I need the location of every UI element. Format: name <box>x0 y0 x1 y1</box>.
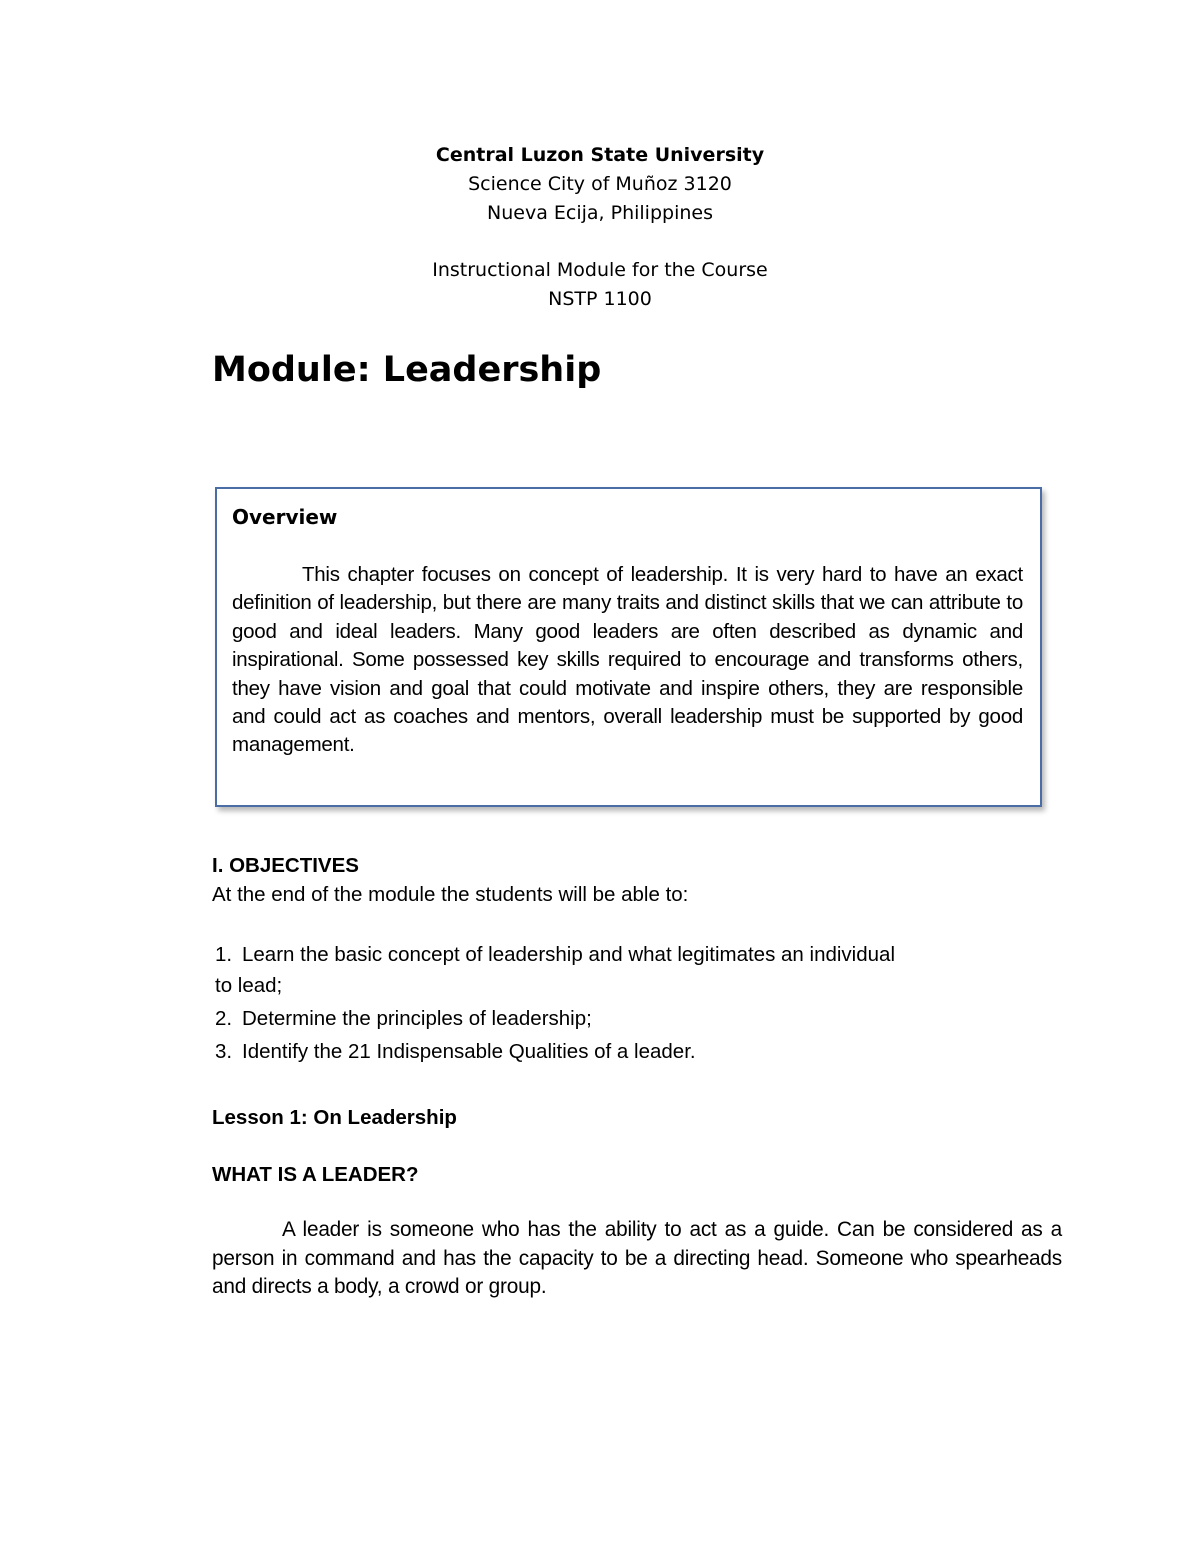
overview-box <box>215 487 1042 807</box>
objectives-list <box>215 939 1035 1069</box>
university-name: Central Luzon State University <box>435 144 765 166</box>
objective-number: 3. <box>215 1040 233 1063</box>
objectives-intro: At the end of the module the students will be able to: <box>212 883 689 906</box>
objective-text: Determine the principles of leadership; <box>242 1007 592 1030</box>
objective-item <box>215 939 1035 1001</box>
university-province: Nueva Ecija, Philippines <box>487 202 713 224</box>
objective-continuation: to lead; <box>215 974 283 997</box>
objective-number: 1. <box>215 943 233 966</box>
overview-heading: Overview <box>232 505 338 529</box>
overview-text: This chapter focuses on concept of leadership. It is very hard to have an exact definition of leadership, but there are many traits and distinct skills that we can attribute to good and ideal leaders. Many good leaders are often described as dynamic and inspirational. Some possessed key skills required to encourage and transforms others, they have vision and goal that could motivate and inspire others, they are responsible and could act as coaches and mentors, overall leadership must be supported by good management. <box>232 563 1023 757</box>
objectives-heading: I. OBJECTIVES <box>212 854 359 877</box>
objective-text: Identify the 21 Indispensable Qualities of a leader. <box>242 1040 696 1063</box>
leader-definition-paragraph: A leader is someone who has the ability to act as a guide. Can be considered as a person in command and has the capacity to be a directing head. Someone who spearheads and directs a body, a crowd or group. <box>212 1218 1062 1298</box>
course-info <box>0 256 1200 314</box>
lesson-subheading: WHAT IS A LEADER? <box>212 1163 419 1186</box>
course-code: NSTP 1100 <box>548 288 652 310</box>
objective-text: Learn the basic concept of leadership and what legitimates an individual <box>242 943 895 966</box>
objective-number: 2. <box>215 1007 233 1030</box>
objective-item <box>215 1036 1035 1067</box>
module-title: Module: Leadership <box>212 350 602 390</box>
objective-item <box>215 1003 1035 1034</box>
document-header <box>0 141 1200 228</box>
university-city: Science City of Muñoz 3120 <box>468 173 732 195</box>
instructional-module-label: Instructional Module for the Course <box>432 259 768 281</box>
lesson-heading: Lesson 1: On Leadership <box>212 1106 457 1129</box>
